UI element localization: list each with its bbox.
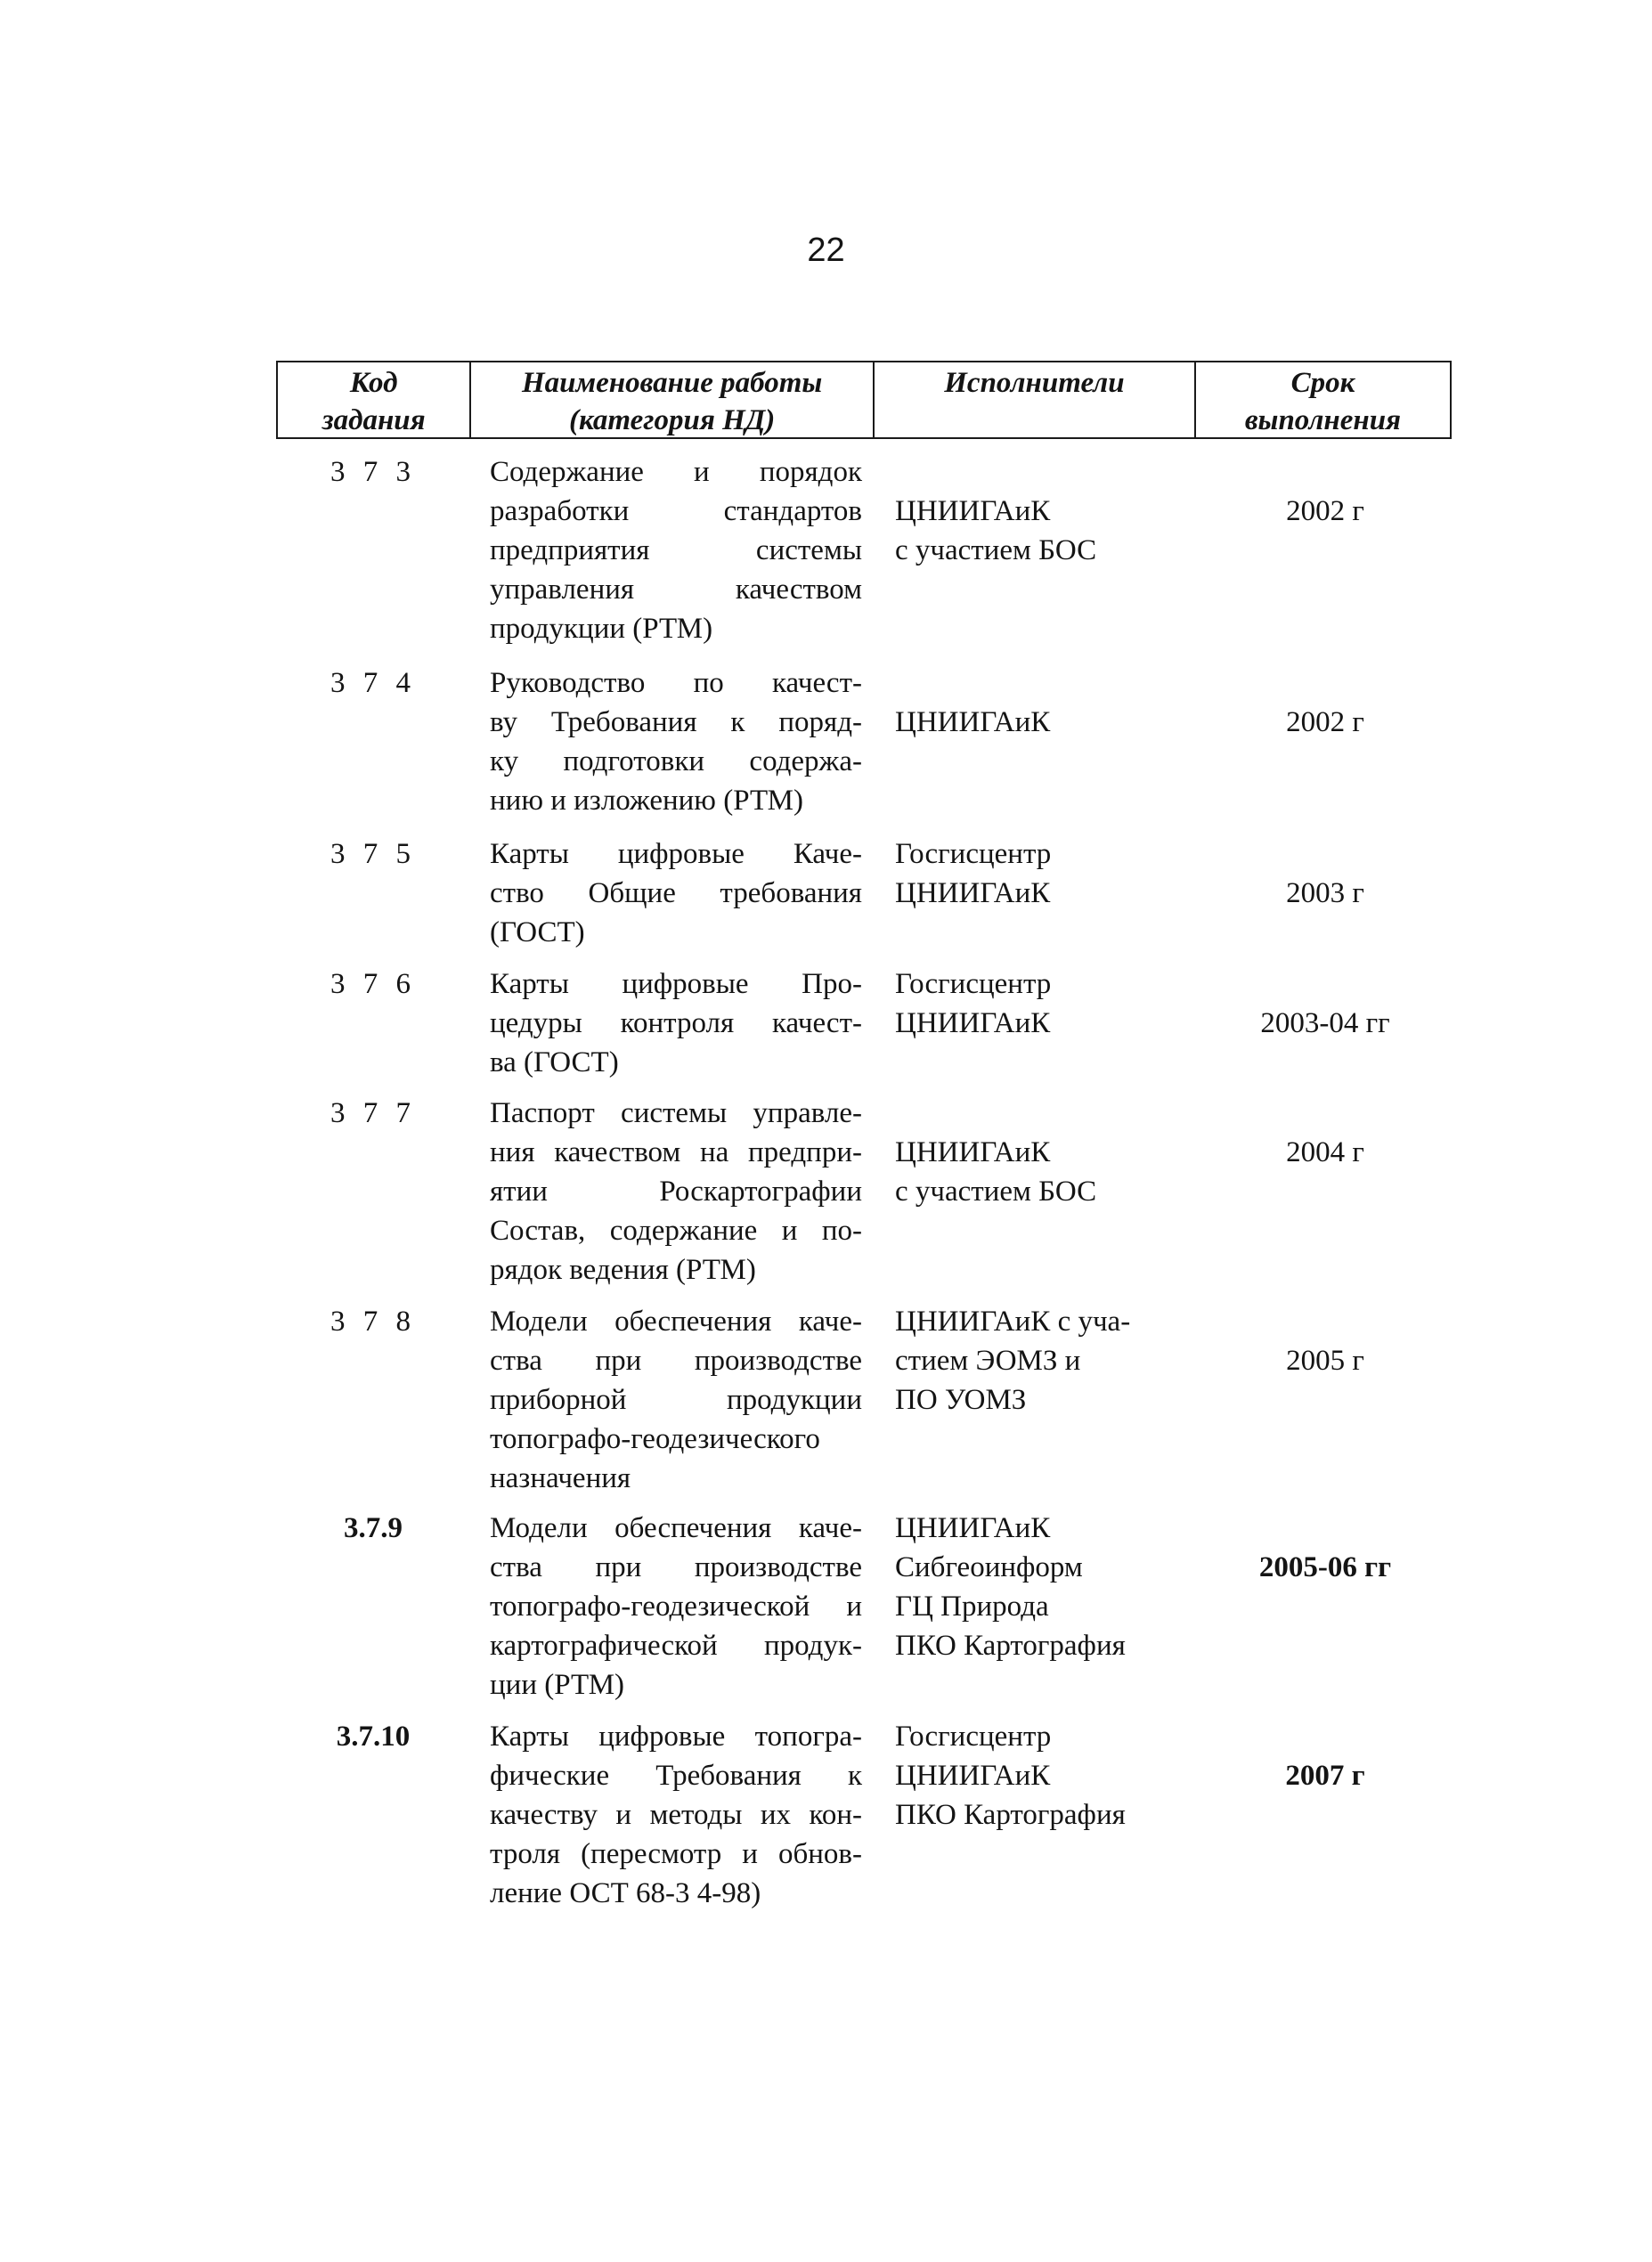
- header-work-line-2: (категория НД): [569, 404, 776, 436]
- row-work: [490, 452, 862, 648]
- work-line: ния качеством на предпри-: [490, 1136, 862, 1168]
- row-term: 2007 г: [1285, 1760, 1365, 1792]
- executor: с участием БОС: [895, 534, 1097, 566]
- row-code: 3 7 4: [330, 667, 416, 699]
- work-line: Карты цифровые Про-: [490, 968, 862, 1000]
- work-line: (ГОСТ): [490, 916, 585, 948]
- row-executors: [895, 964, 1198, 1043]
- work-line: топографо-геодезической и: [490, 1591, 862, 1623]
- executor: стием ЭОМЗ и: [895, 1345, 1081, 1377]
- row-code: 3 7 5: [330, 838, 416, 870]
- work-line: цедуры контроля качест-: [490, 1007, 862, 1039]
- row-code: 3.7.9: [344, 1512, 403, 1544]
- work-line: ятии Роскартографии: [490, 1176, 862, 1208]
- work-line: Руководство по качест-: [490, 667, 862, 699]
- work-line: приборной продукции: [490, 1384, 862, 1416]
- executor: ЦНИИГАиК: [895, 1760, 1051, 1792]
- row-work: [490, 1717, 862, 1913]
- executor: ЦНИИГАиК: [895, 495, 1051, 527]
- work-line: троля (пересмотр и обнов-: [490, 1838, 862, 1870]
- work-line: Состав, содержание и по-: [490, 1215, 862, 1247]
- work-line: продукции (РТМ): [490, 613, 713, 645]
- row-code: 3 7 6: [330, 968, 416, 1000]
- work-line: нию и изложению (РТМ): [490, 785, 804, 817]
- header-code: [278, 362, 471, 437]
- header-code-line-1: Код: [349, 367, 398, 399]
- page-number: 22: [807, 232, 845, 269]
- row-term: 2004 г: [1286, 1136, 1364, 1168]
- executor: Госгисцентр: [895, 968, 1052, 1000]
- row-work: [490, 964, 862, 1082]
- header-work-line-1: Наименование работы: [522, 367, 823, 399]
- row-term: 2003 г: [1286, 877, 1364, 909]
- row-work: [490, 1509, 862, 1705]
- work-line: ство Общие требования: [490, 877, 862, 909]
- work-line: рядок ведения (РТМ): [490, 1254, 756, 1286]
- table-header: [276, 361, 1452, 439]
- executor: ЦНИИГАиК с уча-: [895, 1306, 1131, 1338]
- work-line: ление ОСТ 68-3 4-98): [490, 1877, 761, 1909]
- row-term: 2003-04 гг: [1260, 1007, 1390, 1039]
- work-line: ку подготовки содержа-: [490, 745, 862, 777]
- header-work: [471, 362, 875, 437]
- executor: ЦНИИГАиК: [895, 1512, 1051, 1544]
- row-work: [490, 834, 862, 952]
- work-line: топографо-геодезического: [490, 1423, 820, 1455]
- row-term: 2005-06 гг: [1258, 1551, 1392, 1583]
- row-executors: [895, 703, 1198, 742]
- work-line: ции (РТМ): [490, 1669, 625, 1701]
- header-term-line-1: Срок: [1290, 367, 1355, 399]
- work-line: Карты цифровые топогра-: [490, 1721, 862, 1753]
- row-term: 2002 г: [1286, 706, 1364, 738]
- row-work: [490, 663, 862, 820]
- work-line: картографической продук-: [490, 1630, 862, 1662]
- row-executors: [895, 1509, 1198, 1665]
- executor: ЦНИИГАиК: [895, 1007, 1051, 1039]
- executor: ПКО Картография: [895, 1799, 1126, 1831]
- header-executors: [875, 362, 1196, 437]
- executor: ПКО Картография: [895, 1630, 1126, 1662]
- work-line: назначения: [490, 1462, 631, 1494]
- work-line: ва (ГОСТ): [490, 1046, 619, 1078]
- row-code: 3.7.10: [336, 1721, 411, 1753]
- executor: ЦНИИГАиК: [895, 877, 1051, 909]
- executor: ЦНИИГАиК: [895, 706, 1051, 738]
- row-work: [490, 1094, 862, 1290]
- work-line: Карты цифровые Каче-: [490, 838, 862, 870]
- header-executors-line-1: Исполнители: [944, 367, 1125, 399]
- work-line: Содержание и порядок: [490, 456, 862, 488]
- header-term-line-2: выполнения: [1244, 404, 1402, 436]
- row-executors: [895, 1302, 1198, 1420]
- work-line: ства при производстве: [490, 1345, 862, 1377]
- row-executors: [895, 492, 1198, 570]
- work-line: разработки стандартов: [490, 495, 862, 527]
- work-line: Модели обеспечения каче-: [490, 1512, 862, 1544]
- executor: ЦНИИГАиК: [895, 1136, 1051, 1168]
- row-code: 3 7 7: [330, 1097, 416, 1129]
- row-term: 2002 г: [1286, 495, 1364, 527]
- row-code: 3 7 3: [330, 456, 416, 488]
- executor: ПО УОМЗ: [895, 1384, 1027, 1416]
- work-line: фические Требования к: [490, 1760, 862, 1792]
- row-code: 3 7 8: [330, 1306, 416, 1338]
- row-work: [490, 1302, 862, 1498]
- executor: Госгисцентр: [895, 838, 1052, 870]
- executor: с участием БОС: [895, 1176, 1097, 1208]
- header-code-line-2: задания: [321, 404, 426, 436]
- row-executors: [895, 1717, 1198, 1835]
- work-line: ву Требования к поряд-: [490, 706, 862, 738]
- work-line: Паспорт системы управле-: [490, 1097, 862, 1129]
- executor: Госгисцентр: [895, 1721, 1052, 1753]
- header-term: [1196, 362, 1450, 437]
- row-executors: [895, 834, 1198, 913]
- executor: Сибгеоинформ: [895, 1551, 1083, 1583]
- work-line: качеству и методы их кон-: [490, 1799, 862, 1831]
- work-line: управления качеством: [490, 574, 862, 606]
- work-line: предприятия системы: [490, 534, 862, 566]
- work-line: Модели обеспечения каче-: [490, 1306, 862, 1338]
- work-line: ства при производстве: [490, 1551, 862, 1583]
- row-executors: [895, 1133, 1198, 1211]
- row-term: 2005 г: [1286, 1345, 1364, 1377]
- executor: ГЦ Природа: [895, 1591, 1049, 1623]
